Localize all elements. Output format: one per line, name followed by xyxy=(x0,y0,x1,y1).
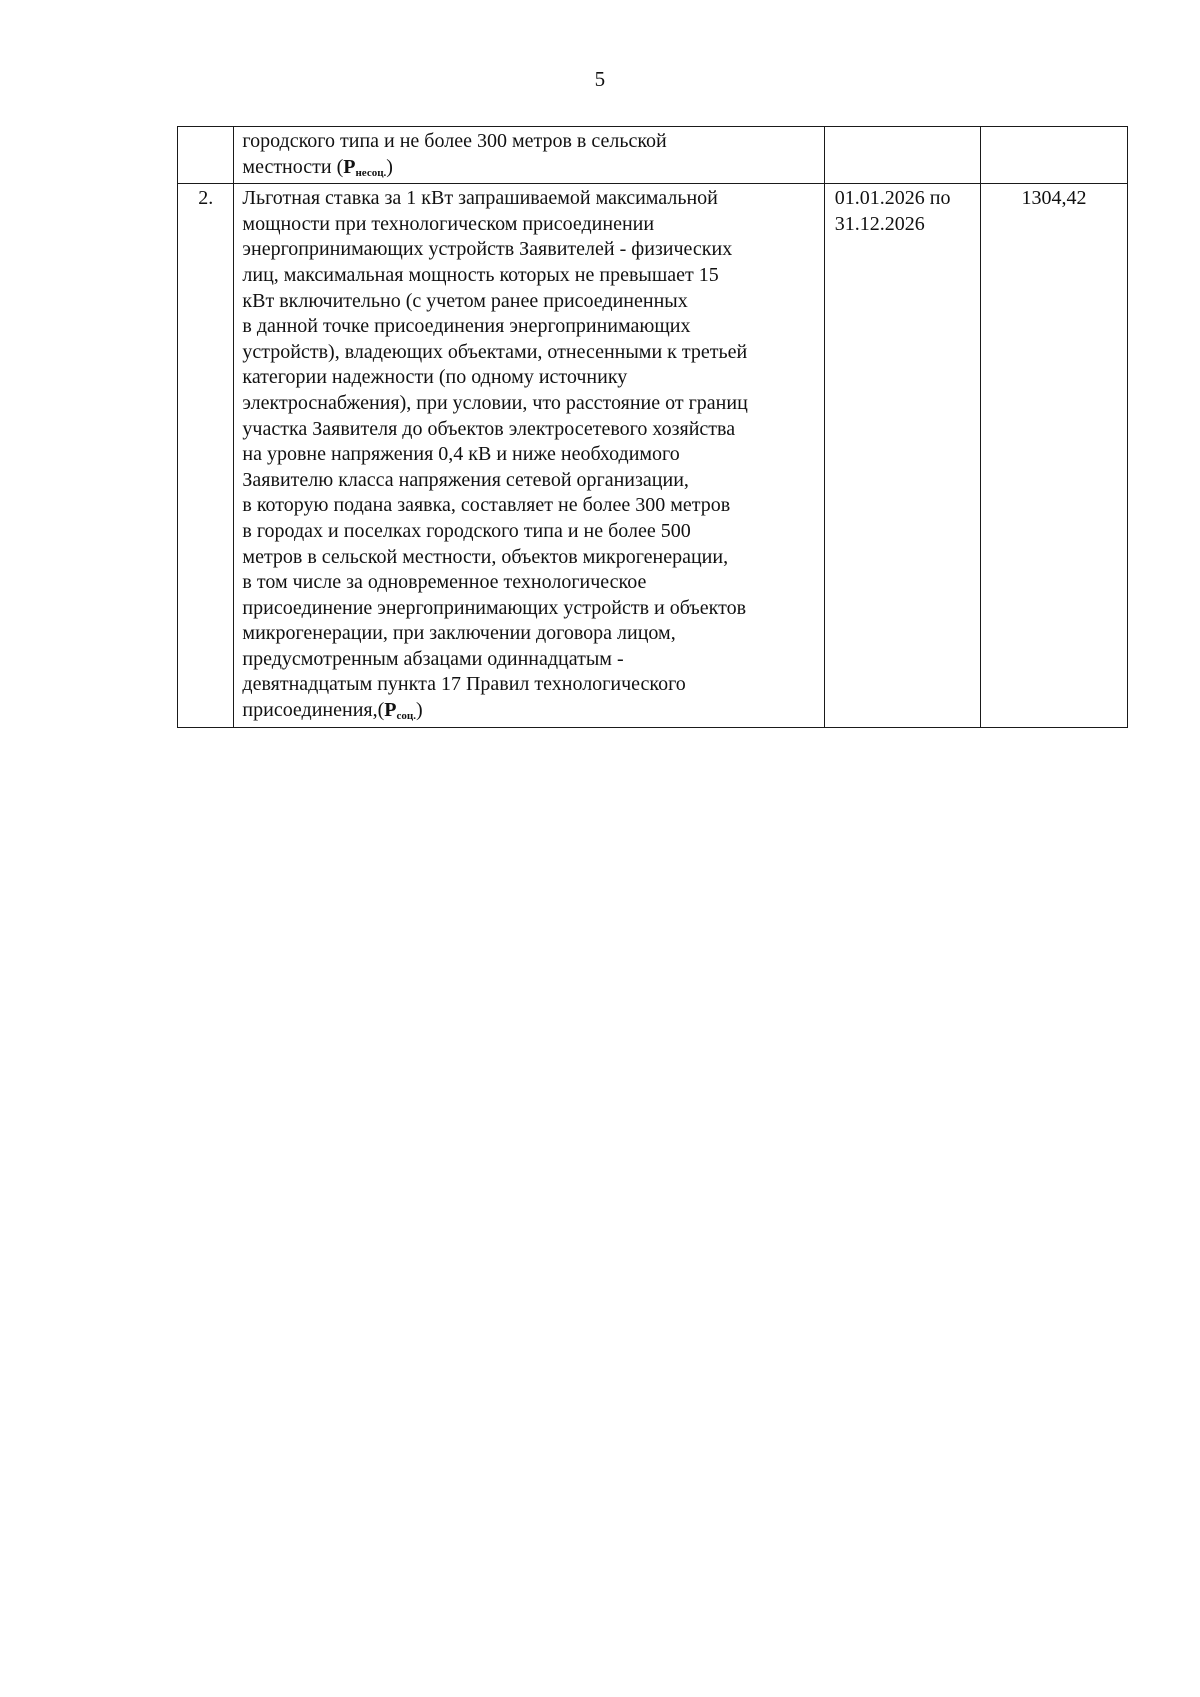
description-line-with-symbol xyxy=(242,155,817,181)
table-row-continued xyxy=(178,127,1128,184)
description-line: категории надежности (по одному источнику xyxy=(242,366,628,389)
description-line: лиц, максимальная мощность которых не превышает 15 xyxy=(242,263,719,286)
description-line-with-symbol xyxy=(242,698,817,724)
row-rate-cell: 1304,42 xyxy=(980,184,1127,727)
tariff-symbol xyxy=(343,156,386,178)
description-line: метров в сельской местности, объектов микрогенерации, xyxy=(242,545,729,568)
row-number-cell xyxy=(178,127,234,184)
tariff-symbol-base: P xyxy=(384,699,397,722)
description-suffix: ) xyxy=(386,155,393,178)
description-line: мощности при технологическом присоединении xyxy=(242,212,655,235)
table-row-2 xyxy=(178,184,1128,727)
row-period-cell xyxy=(824,184,980,727)
description-line: на уровне напряжения 0,4 кВ и ниже необходимого xyxy=(242,443,680,466)
period-end: 31.12.2026 xyxy=(834,212,925,235)
description-line-text: местности ( xyxy=(242,155,344,178)
description-line: участка Заявителя до объектов электросетевого хозяйства xyxy=(242,417,736,440)
description-line: присоединение энергопринимающих устройств и объектов xyxy=(242,596,747,619)
description-line: девятнадцатым пункта 17 Правил технологического xyxy=(242,673,686,696)
tariff-symbol xyxy=(384,699,416,721)
row-number-cell: 2. xyxy=(178,184,234,727)
tariff-symbol-base: P xyxy=(343,155,356,178)
description-line: устройств), владеющих объектами, отнесенными к третьей xyxy=(242,340,748,363)
description-line: предусмотренным абзацами одиннадцатым - xyxy=(242,647,624,670)
description-line: Заявителю класса напряжения сетевой организации, xyxy=(242,468,689,491)
description-line: микрогенерации, при заключении договора лицом, xyxy=(242,622,676,645)
row-rate-cell xyxy=(980,127,1127,184)
row-description-cell xyxy=(234,184,824,727)
description-line: энергопринимающих устройств Заявителей - физических xyxy=(242,238,733,261)
tariff-table xyxy=(177,126,1128,728)
description-line: в городах и поселках городского типа и не более 500 xyxy=(242,519,691,542)
description-line: электроснабжения), при условии, что расстояние от границ xyxy=(242,391,748,414)
tariff-symbol-subscript: несоц. xyxy=(355,166,387,179)
tariff-symbol-subscript: соц. xyxy=(396,710,416,723)
description-line: кВт включительно (с учетом ранее присоединенных xyxy=(242,289,688,312)
description-line: в которую подана заявка, составляет не более 300 метров xyxy=(242,494,731,517)
description-line: Льготная ставка за 1 кВт запрашиваемой максимальной xyxy=(242,187,718,210)
description-line: в данной точке присоединения энергопринимающих xyxy=(242,315,691,338)
description-line-text: присоединения,( xyxy=(242,699,385,722)
description-line: в том числе за одновременное технологическое xyxy=(242,571,647,594)
row-period-cell xyxy=(824,127,980,184)
page-number: 5 xyxy=(594,67,606,91)
period-start: 01.01.2026 по xyxy=(834,187,951,210)
description-suffix: ) xyxy=(415,699,423,722)
description-line: городского типа и не более 300 метров в сельской xyxy=(242,130,667,152)
row-description-cell xyxy=(234,127,824,184)
